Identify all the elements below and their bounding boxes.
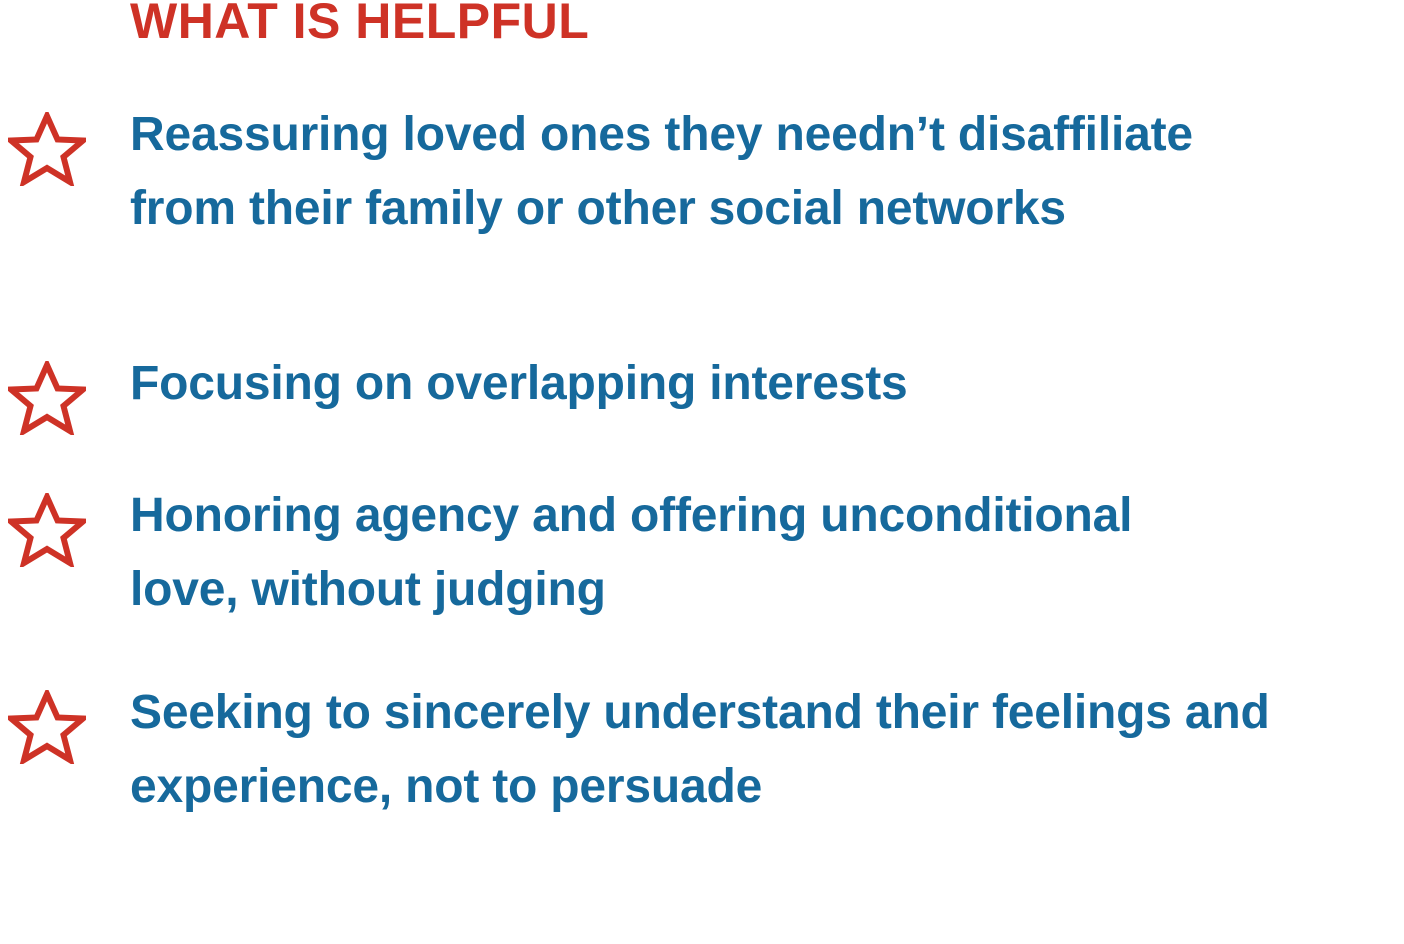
list-item	[0, 98, 1404, 247]
list-item	[0, 676, 1404, 825]
star-outline-icon	[0, 676, 130, 764]
list-item-label: Honoring agency and offering unconditional love, without judging	[130, 488, 1133, 617]
star-outline-icon	[0, 98, 130, 186]
item-spacer	[0, 628, 1404, 676]
page-title: WHAT IS HELPFUL	[130, 0, 590, 49]
item-spacer	[0, 247, 1404, 347]
star-outline-icon	[0, 347, 130, 435]
helpful-items-list	[0, 98, 1404, 824]
list-item-label: Focusing on overlapping interests	[130, 356, 908, 410]
list-item	[0, 347, 1404, 435]
list-item-label: Reassuring loved ones they needn’t disaffiliate from their family or other social networks	[130, 108, 1193, 236]
list-item	[0, 479, 1404, 628]
list-item-label: Seeking to sincerely understand their feelings and experience, not to persuade	[130, 685, 1270, 813]
star-outline-icon	[0, 479, 130, 567]
item-spacer	[0, 435, 1404, 479]
